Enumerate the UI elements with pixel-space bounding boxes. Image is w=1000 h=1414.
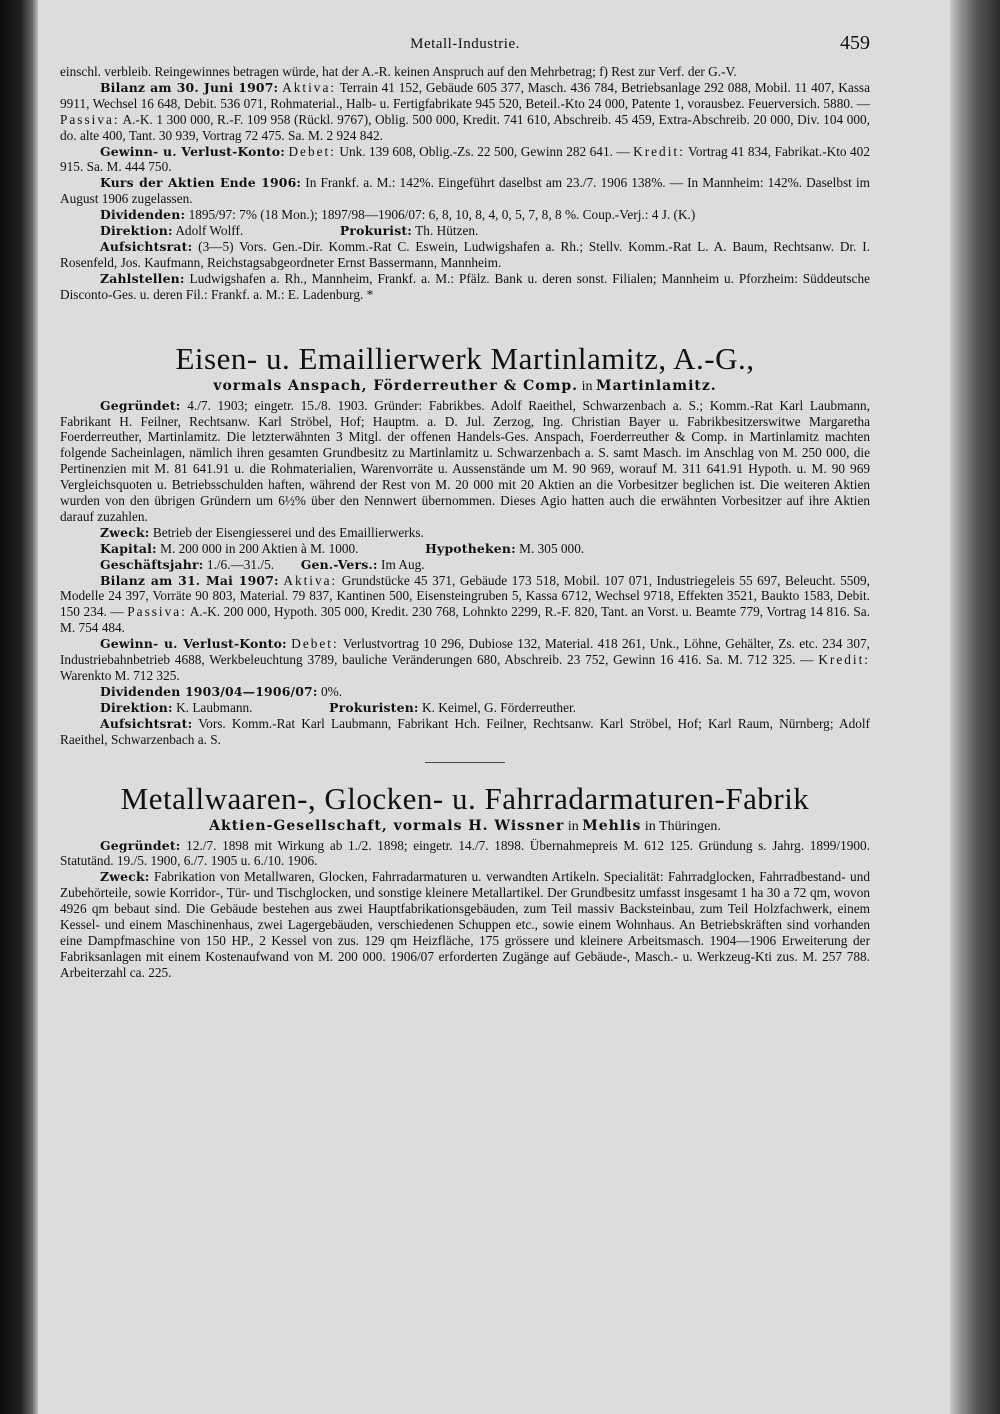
text-aufsichtsrat: Vors. Komm.-Rat Karl Laubmann, Fabrikant Hch. Feilner, Rechtsanw. Karl Ströbel, Hof; Karl Raum, Nürnberg; Adolf Raeithel, Schwarzenbach a. S.: [60, 715, 870, 747]
company-title: Metallwaaren-, Glocken- u. Fahrradarmaturen-Fabrik: [120, 780, 810, 816]
label-guv: Gewinn- u. Verlust-Konto:: [100, 636, 287, 652]
paragraph-guv: [60, 144, 870, 176]
label-zahlstellen: Zahlstellen:: [100, 270, 185, 286]
label-dividenden: Dividenden:: [100, 207, 186, 223]
subtitle-in: in: [581, 378, 593, 394]
subtitle-in: in: [567, 818, 579, 834]
text-dividenden: 1895/97: 7% (18 Mon.); 1897/98—1906/07: 6, 8, 10, 8, 4, 0, 5, 7, 8, 8 %. Coup.-Verj.: 4 J. (K.): [188, 207, 696, 223]
company-subtitle: [60, 377, 870, 396]
text-hypotheken: M. 305 000.: [519, 540, 585, 556]
label-zweck: Zweck:: [100, 524, 150, 540]
paragraph-aufsichtsrat: [60, 239, 870, 271]
label-aufsichtsrat: Aufsichtsrat:: [100, 715, 193, 731]
text-prokurist: Th. Hützen.: [415, 223, 479, 239]
paragraph-gegruendet: [60, 838, 870, 870]
label-zweck: Zweck:: [100, 869, 150, 885]
paragraph-continuation: einschl. verbleib. Reingewinnes betragen würde, hat der A.-R. keinen Anspruch auf den Mehrbetrag; f) Rest zur Verf. der G.-V.: [60, 64, 737, 79]
paragraph-zweck: [60, 869, 870, 980]
label-passiva: Passiva:: [60, 111, 120, 127]
label-debet: Debet:: [288, 143, 336, 159]
paragraph-zahlstellen: [60, 271, 870, 303]
text-aufsichtsrat: (3—5) Vors. Gen.-Dir. Komm.-Rat C. Eswein, Ludwigshafen a. Rh.; Stellv. Komm.-Rat L. A. Baum, Rechtsanw. Dr. I. Rosenfeld, Jos. Kaufmann, Reichstagsabgeordneter Ernst Bassermann, Mannheim.: [60, 238, 870, 270]
subtitle-region: in Thüringen.: [644, 818, 721, 834]
label-gen-vers: Gen.-Vers.:: [300, 556, 378, 572]
label-kredit: Kredit:: [633, 143, 685, 159]
paragraph-geschaeftsjahr: [60, 557, 870, 573]
text-kurs: In Frankf. a. M.: 142%. Eingeführt daselbst am 23./7. 1906 138%. — In Mannheim: 142%. Daselbst im August 1906 zugelassen.: [60, 175, 870, 207]
label-prokurist: Prokurist:: [339, 223, 413, 239]
text-debet: Verlustvortrag 10 296, Dubiose 132, Material. 418 261, Unk., Löhne, Gehälter, Zs. etc. 234 307, Industriebahnbetrieb 4688, Werkbeleuchtung 3789, bauliche Veränderungen 680, Abschreib. 23 752, Gewinn 16 416. Sa. M. 712 325. —: [60, 636, 870, 668]
section-divider: [425, 762, 505, 763]
label-aktiva: Aktiva:: [282, 79, 337, 95]
label-guv: Gewinn- u. Verlust-Konto:: [100, 143, 285, 159]
paragraph-aufsichtsrat: [60, 716, 870, 748]
paragraph-direktion: [60, 223, 870, 239]
label-aufsichtsrat: Aufsichtsrat:: [100, 238, 193, 254]
book-binding-left: [0, 0, 38, 1414]
paragraph-kapital: [60, 541, 870, 557]
paragraph-bilanz: [60, 573, 870, 637]
label-kurs: Kurs der Aktien Ende 1906:: [100, 175, 302, 191]
label-direktion: Direktion:: [100, 699, 173, 715]
label-bilanz: Bilanz am 31. Mai 1907:: [100, 572, 279, 588]
label-kredit: Kredit:: [818, 652, 870, 668]
text-zahlstellen: Ludwigshafen a. Rh., Mannheim, Frankf. a. M.: Pfälz. Bank u. deren sonst. Filialen; Mannheim u. Pforzheim: Süddeutsche Disconto-Ges. u. deren Fil.: Frankf. a. M.: E. Ladenburg. *: [60, 270, 870, 302]
subtitle-former-name: Aktien-Gesellschaft, vormals H. Wissner: [209, 817, 565, 834]
text-kredit: Vortrag 41 834, Fabrikat.-Kto 402 915. Sa. M. 444 750.: [60, 143, 870, 175]
text-zweck: Betrieb der Eisengiesserei und des Emaillierwerks.: [152, 524, 424, 540]
text-zweck: Fabrikation von Metallwaren, Glocken, Fahrradarmaturen u. verwandten Artikeln. Specialität: Fahrradglocken, Fahrradbestand- und Zubehörteile, sowie Korridor-, Tür- und Tischglocken, und sonstige kleinere Metallartikel. Der Grundbesitz umfasst insgesamt 1 ha 30 a 72 qm, wovon 4926 qm bebaut sind. Die Gebäude bestehen aus zwei Hauptfabrikationsgebäuden, zum Teil massiv Backsteinbau, zum Teil Holzfachwerk, einem Kessel- und einem Maschinenhaus, zwei Lagergebäuden, verschiedenen Schuppen etc., sowie einem Wohnhaus. An Betriebskräften sind vorhanden eine Dampfmaschine von 150 HP., 2 Kessel von zus. 129 qm Heizfläche, 175 grössere und kleinere Arbeitsmasch. 1904—1906 Erweiterung der Fabriksanlagen mit einem Kostenaufwand von M. 200 000. 1906/07 erforderten Zugänge auf Gebäude-, Masch.- u. Werkzeug-Kti zus. M. 257 788. Arbeiterzahl ca. 225.: [60, 869, 871, 980]
text-passiva: A.-K. 1 300 000, R.-F. 109 958 (Rückl. 9767), Oblig. 500 000, Kredit. 741 610, Abschreib. 45 459, Extra-Abschreib. 20 000, Div. 104 000, do. alte 400, Tant. 30 939, Vortrag 72 475. Sa. M. 2 924 842.: [60, 111, 870, 143]
paragraph-gegruendet: [60, 398, 870, 525]
running-head: [60, 30, 870, 64]
entry-mehlis: [60, 781, 870, 981]
text-gegruendet: 12./7. 1898 mit Wirkung ab 1./2. 1898; eingetr. 14./7. 1898. Übernahmepreis M. 612 125. Gründung s. Jahrg. 1899/1900. Statutänd. 19./5. 1900, 6./7. 1905 u. 6./10. 1906.: [60, 837, 870, 869]
document-page: [60, 30, 870, 1405]
label-aktiva: Aktiva:: [283, 572, 338, 588]
label-gegruendet: Gegründet:: [100, 837, 181, 853]
paragraph-dividenden: [60, 207, 870, 223]
paragraph-guv: [60, 636, 870, 684]
subtitle-place: Mehlis: [582, 817, 642, 834]
company-title: Eisen- u. Emaillierwerk Martinlamitz, A.-G.,: [175, 340, 755, 376]
running-head-title: Metall-Industrie.: [410, 36, 520, 52]
label-direktion: Direktion:: [100, 223, 173, 239]
text-aktiva: Terrain 41 152, Gebäude 605 377, Masch. 436 784, Betriebsanlage 292 088, Mobil. 11 407, Kassa 9911, Wechsel 16 648, Debit. 536 071, Rohmaterial., Halb- u. Fertigfabrikate 945 520, Beteil.-Kto 24 000, Patente 1, vorausbez. Feuerversich. 5880. —: [60, 79, 871, 111]
text-dividenden: 0%.: [320, 683, 343, 699]
label-kapital: Kapital:: [100, 540, 157, 556]
text-debet: Unk. 139 608, Oblig.-Zs. 22 500, Gewinn 282 641. —: [339, 143, 630, 159]
label-geschaeftsjahr: Geschäftsjahr:: [100, 556, 204, 572]
label-bilanz: Bilanz am 30. Juni 1907:: [100, 79, 279, 95]
book-binding-right: [950, 0, 1000, 1414]
text-direktion: Adolf Wolff.: [175, 223, 244, 239]
subtitle-place: Martinlamitz.: [595, 377, 717, 394]
paragraph-dividenden: [60, 684, 870, 700]
subtitle-former-name: vormals Anspach, Förderreuther & Comp.: [213, 377, 579, 394]
paragraph-zweck: [60, 525, 870, 541]
label-passiva: Passiva:: [127, 604, 187, 620]
text-kredit: Warenkto M. 712 325.: [60, 668, 180, 683]
page-number: 459: [840, 32, 870, 54]
paragraph-kurs: [60, 175, 870, 207]
text-kapital: M. 200 000 in 200 Aktien à M. 1000.: [160, 540, 359, 556]
text-gegruendet: 4./7. 1903; eingetr. 15./8. 1903. Gründer: Fabrikbes. Adolf Raeithel, Schwarzenbach a. S.; Komm.-Rat Karl Laubmann, Fabrikant H. Feilner, Rechtsanw. Karl Ströbel, Hof; Hauptm. a. D. Jul. Zerzog, Ing. Christian Bayer u. Fabrikbesitzerswitwe Margaretha Foerderreuther, Martinlamitz. Die letzterwähnten 3 Mitgl. der offenen Handels-Ges. Anspach, Foerderreuther & Comp. in Martinlamitz machten folgende Sacheinlagen, nämlich ihren gesamten Grundbesitz zu Martinlamitz u. Schwarzenbach a. S. samt Masch. im Anschlag von M. 250 000, die Pertinenzien mit M. 81 641.91 u. die Rohmaterialien, Warenvorräte u. Aussenstände um M. 90 969, worauf M. 311 641.91 Hypoth. u. M. 90 969 Vergleichsquoten u. Betriebsschulden haften, während der Rest von M. 20 000 mit 20 Aktien an die Vorbesitzer beglichen ist. Die weiteren Aktien wurden von den übrigen Gründern um 6½% über den Nennwert übernommen. Dieses Agio hatten auch die erwähnten Vorbesitzer auf ihre Aktien darauf zuzahlen.: [60, 397, 871, 524]
label-debet: Debet:: [291, 636, 339, 652]
label-gegruendet: Gegründet:: [100, 397, 181, 413]
text-gen-vers: Im Aug.: [381, 556, 425, 572]
paragraph-direktion: [60, 700, 870, 716]
label-dividenden: Dividenden 1903/04—1906/07:: [100, 683, 318, 699]
paragraph-bilanz: [60, 80, 870, 144]
label-prokuristen: Prokuristen:: [329, 699, 419, 715]
text-direktion: K. Laubmann.: [176, 699, 253, 715]
entry-martinlamitz: [60, 341, 870, 748]
text-prokuristen: K. Keimel, G. Förderreuther.: [422, 699, 576, 715]
entry-continued: [60, 64, 870, 303]
text-geschaeftsjahr: 1./6.—31./5.: [206, 556, 275, 572]
label-hypotheken: Hypotheken:: [425, 540, 516, 556]
text-passiva: A.-K. 200 000, Hypoth. 305 000, Kredit. 230 768, Lohnkto 2299, R.-F. 820, Tant. an Vorst. u. Beamte 779, Vortrag 14 816. Sa. M. 754 484.: [60, 604, 870, 636]
company-subtitle: [60, 817, 870, 836]
text-aktiva: Grundstücke 45 371, Gebäude 173 518, Mobil. 107 071, Industriegeleis 55 697, Beleucht. 5509, Modelle 24 397, Vorräte 90 803, Material. 79 837, Kantinen 500, Eisensteingruben 5, Kassa 6712, Wechsel 9718, Effekten 3521, Baukto 1583, Debit. 150 234. —: [60, 572, 870, 620]
